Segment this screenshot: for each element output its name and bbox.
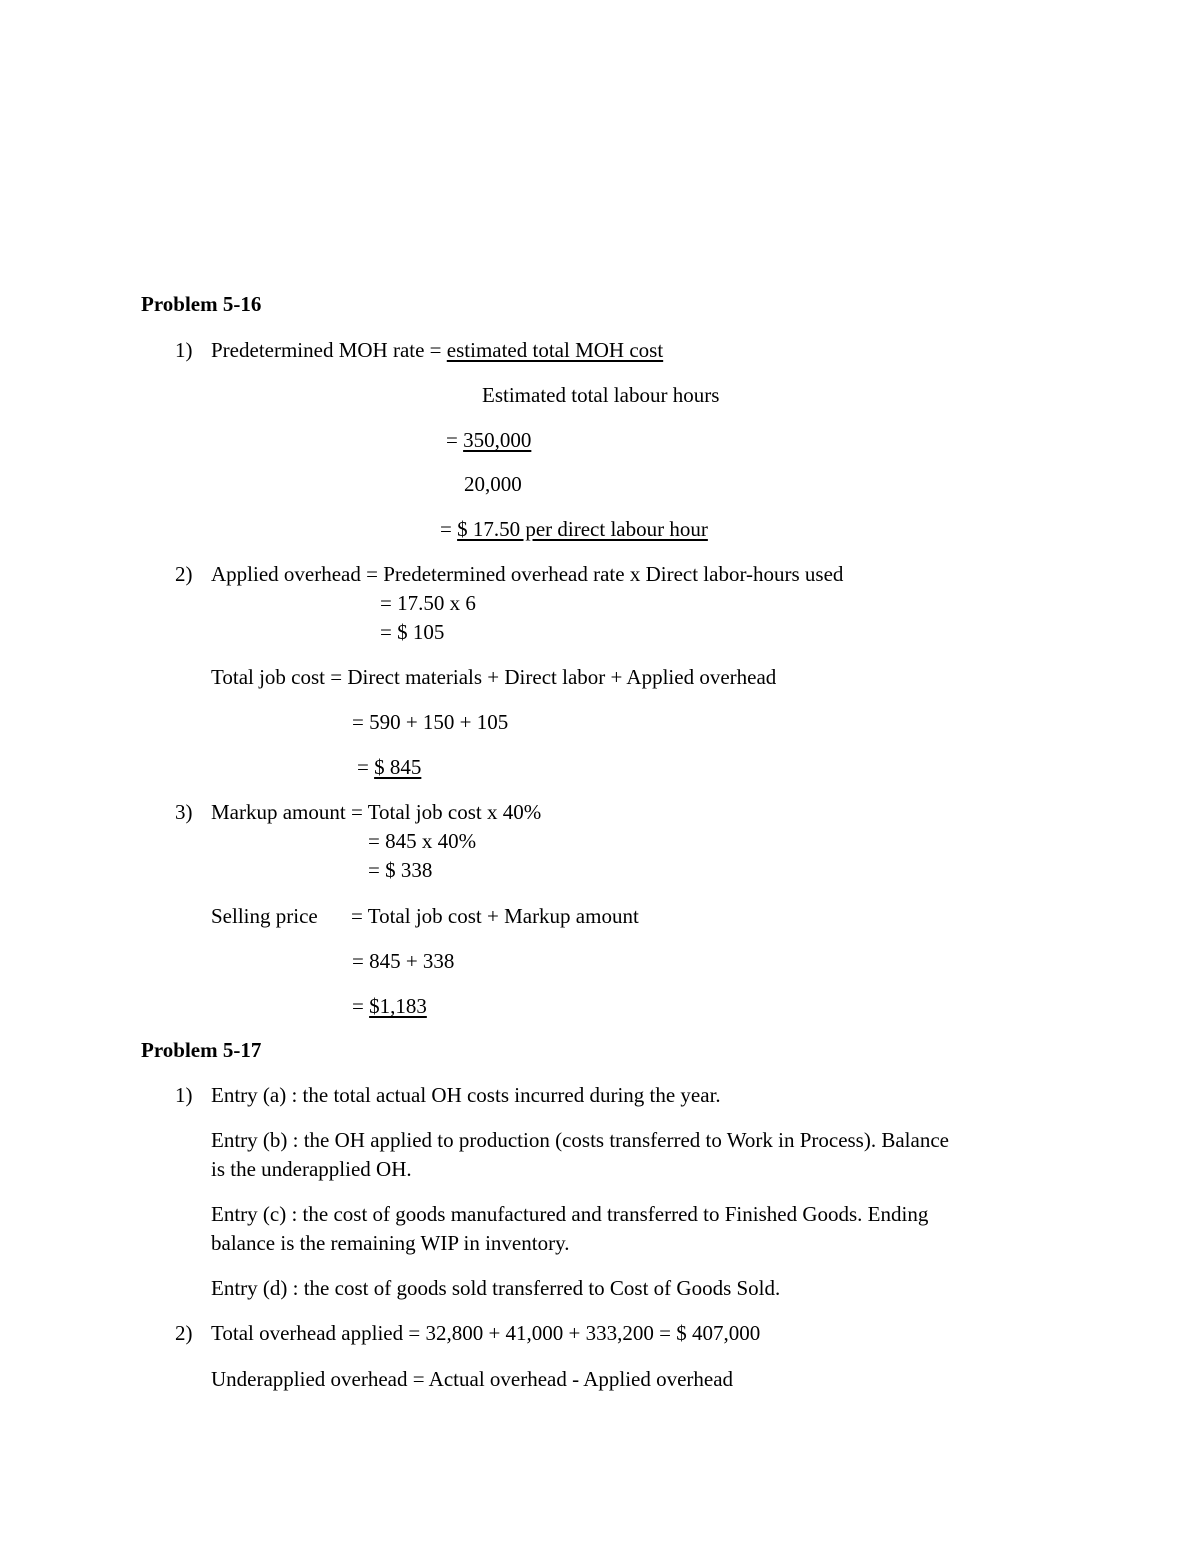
entry-a-text: Entry (a) : the total actual OH costs incurred during the year. xyxy=(211,1083,721,1107)
moh-rate-value-denominator: 20,000 xyxy=(464,472,522,496)
moh-rate-denominator: Estimated total labour hours xyxy=(482,383,720,407)
selling-price-calc: = 845 + 338 xyxy=(352,949,455,973)
moh-rate-formula xyxy=(211,337,663,363)
applied-overhead-result: = $ 105 xyxy=(380,620,445,644)
problem-5-17-heading: Problem 5-17 xyxy=(141,1038,262,1062)
moh-rate-value-numerator: = 350,000 xyxy=(446,428,532,452)
moh-rate-label: Predetermined MOH rate = xyxy=(211,338,442,362)
item-number: 3) xyxy=(175,800,193,824)
markup-amount-calc: = 845 x 40% xyxy=(368,829,477,853)
applied-overhead-calc: = 17.50 x 6 xyxy=(380,591,476,615)
entry-b-text-line2: is the underapplied OH. xyxy=(211,1157,412,1181)
selling-price-result: = $1,183 xyxy=(352,994,427,1018)
applied-overhead-formula: Applied overhead = Predetermined overhead rate x Direct labor-hours used xyxy=(211,562,844,586)
markup-amount-formula: Markup amount = Total job cost x 40% xyxy=(211,800,542,824)
item-number: 2) xyxy=(175,562,193,586)
item-number: 1) xyxy=(175,1083,193,1107)
entry-b-text-line1: Entry (b) : the OH applied to production (costs transferred to Work in Process). Balance xyxy=(211,1128,949,1152)
item-number: 1) xyxy=(175,338,193,362)
selling-price-formula: = Total job cost + Markup amount xyxy=(351,904,639,928)
total-job-cost-result: = $ 845 xyxy=(357,755,422,779)
problem-5-16-heading: Problem 5-16 xyxy=(141,292,262,316)
underapplied-overhead-formula: Underapplied overhead = Actual overhead - Applied overhead xyxy=(211,1367,734,1391)
total-overhead-applied: Total overhead applied = 32,800 + 41,000 + 333,200 = $ 407,000 xyxy=(211,1321,761,1345)
entry-c-text-line1: Entry (c) : the cost of goods manufactured and transferred to Finished Goods. Ending xyxy=(211,1202,929,1226)
entry-c-text-line2: balance is the remaining WIP in inventory. xyxy=(211,1231,570,1255)
entry-d-text: Entry (d) : the cost of goods sold transferred to Cost of Goods Sold. xyxy=(211,1276,781,1300)
moh-rate-numerator: estimated total MOH cost xyxy=(446,338,664,362)
item-number: 2) xyxy=(175,1321,193,1345)
total-job-cost-formula: Total job cost = Direct materials + Direct labor + Applied overhead xyxy=(211,665,777,689)
moh-rate-result: = $ 17.50 per direct labour hour xyxy=(440,517,708,541)
total-job-cost-calc: = 590 + 150 + 105 xyxy=(352,710,509,734)
markup-amount-result: = $ 338 xyxy=(368,858,433,882)
selling-price-label: Selling price xyxy=(211,904,318,928)
